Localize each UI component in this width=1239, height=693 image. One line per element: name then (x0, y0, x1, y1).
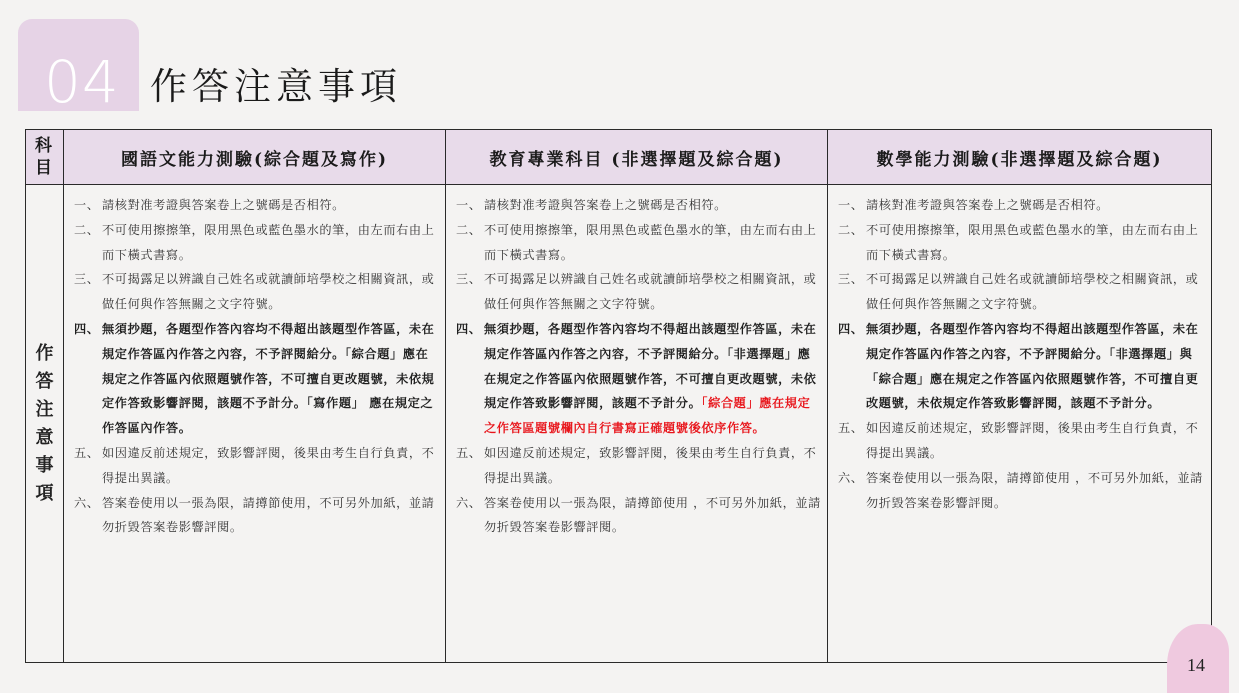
item-text: 如因違反前述規定，致影響評閱，後果由考生自行負責，不得提出異議。 (866, 421, 1199, 460)
list-item (74, 193, 439, 218)
column-chinese (64, 185, 446, 663)
item-text: 請核對准考證與答案卷上之號碼是否相符。 (866, 198, 1109, 212)
column-header-education: 教育專業科目 (非選擇題及綜合題) (446, 130, 828, 185)
side-label-char: 意 (35, 426, 54, 448)
list-item (74, 441, 439, 491)
list-item (838, 416, 1205, 466)
item-text: 無須抄題，各題型作答內容均不得超出該題型作答區，未在規定作答區內作答之內容，不予評閱給分。「綜合題」應在規定之作答區內依照題號作答，不可擅自更改題號，未依規定作答致影響評閱，該題不予計分。「寫作題」 應在規定之作答區內作答。 (102, 321, 435, 436)
item-number: 三、 (838, 272, 864, 287)
item-text: 不可使用擦擦筆，限用黑色或藍色墨水的筆，由左而右由上而下橫式書寫。 (102, 222, 435, 262)
item-number: 一、 (838, 198, 864, 212)
side-label-char: 注 (35, 398, 54, 420)
item-number: 五、 (456, 445, 482, 460)
item-text: 如因違反前述規定，致影響評閱，後果由考生自行負責，不得提出異議。 (484, 445, 817, 485)
item-number: 一、 (74, 198, 100, 212)
side-label-char: 事 (35, 454, 54, 476)
list-item (456, 441, 821, 491)
item-text: 不可揭露足以辨識自己姓名或就讀師培學校之相關資訊，或做任何與作答無關之文字符號。 (484, 272, 817, 312)
item-text: 請核對准考證與答案卷上之號碼是否相符。 (102, 198, 345, 212)
subject-corner-header (26, 130, 64, 185)
item-text: 請核對准考證與答案卷上之號碼是否相符。 (484, 198, 727, 212)
item-number: 二、 (838, 222, 864, 237)
section-number: 04 (44, 48, 120, 116)
item-text: 答案卷使用以一張為限，請撙節使用，不可另外加紙，並請勿折毀答案卷影響評閱。 (102, 495, 435, 535)
side-label-char: 答 (35, 370, 54, 392)
item-number: 六、 (74, 495, 100, 510)
list-item (456, 317, 821, 441)
list-item (74, 491, 439, 541)
item-number: 二、 (456, 222, 482, 237)
item-number: 三、 (456, 272, 482, 287)
item-number: 四、 (74, 321, 100, 336)
item-red-warning: 「綜合題」應在規定之作答區題號欄內自行書寫正確題號後依序作答。 (484, 396, 811, 436)
item-text: 不可使用擦擦筆，限用黑色或藍色墨水的筆，由左而右由上而下橫式書寫。 (866, 222, 1199, 262)
list-item (456, 267, 821, 317)
item-text: 如因違反前述規定，致影響評閱，後果由考生自行負責，不得提出異議。 (102, 445, 435, 485)
list-item (838, 267, 1205, 317)
side-label-char: 作 (35, 342, 54, 364)
list-item (838, 193, 1205, 218)
item-number: 三、 (74, 272, 100, 287)
item-text: 不可揭露足以辨識自己姓名或就讀師培學校之相關資訊，或做任何與作答無關之文字符號。 (866, 272, 1199, 312)
item-text: 答案卷使用以一張為限，請撙節使用 ，不可另外加紙，並請勿折毀答案卷影響評閱。 (866, 470, 1203, 510)
side-label (26, 185, 64, 663)
list-item (456, 193, 821, 218)
column-math (828, 185, 1212, 663)
item-text: 不可使用擦擦筆，限用黑色或藍色墨水的筆，由左而右由上而下橫式書寫。 (484, 222, 817, 262)
side-label-char: 項 (35, 482, 54, 504)
list-item (456, 218, 821, 268)
item-text: 不可揭露足以辨識自己姓名或就讀師培學校之相關資訊，或做任何與作答無關之文字符號。 (102, 272, 435, 312)
table-body-row (26, 185, 1212, 663)
item-number: 二、 (74, 222, 100, 237)
list-item (838, 218, 1205, 268)
item-text (484, 317, 821, 441)
item-number: 一、 (456, 198, 482, 212)
list-item (74, 317, 439, 441)
item-number: 五、 (74, 445, 100, 460)
item-bold-text: 無須抄題，各題型作答內容均不得超出該題型作答區，未在規定作答區內作答之內容，不予評閱給分。「非選擇題」應在規定之作答區內依照題號作答，不可擅自更改題號，未依規定作答致影響評閱，該題不予計分。 (484, 321, 817, 411)
column-header-chinese: 國語文能力測驗(綜合題及寫作) (64, 130, 446, 185)
item-number: 六、 (456, 495, 482, 510)
item-text: 無須抄題，各題型作答內容均不得超出該題型作答區，未在規定作答區內作答之內容，不予評閱給分。「非選擇題」與「綜合題」應在規定之作答區內依照題號作答，不可擅自更改題號，未依規定作答致影響評閱，該題不予計分。 (866, 321, 1199, 411)
item-number: 五、 (838, 421, 864, 436)
list-item (456, 491, 821, 541)
column-education (446, 185, 828, 663)
list-item (838, 317, 1205, 416)
exam-notes-table (25, 129, 1212, 663)
table-header-row (26, 130, 1212, 185)
column-header-math: 數學能力測驗(非選擇題及綜合題) (828, 130, 1212, 185)
item-number: 四、 (838, 321, 864, 336)
corner-header-char: 科 (35, 136, 54, 156)
item-number: 六、 (838, 470, 864, 485)
corner-header-char: 目 (35, 158, 54, 178)
page-number: 14 (1187, 655, 1205, 675)
list-item (74, 218, 439, 268)
page-title: 作答注意事項 (150, 65, 402, 108)
list-item (838, 466, 1205, 516)
list-item (74, 267, 439, 317)
item-number: 四、 (456, 321, 482, 336)
item-text: 答案卷使用以一張為限，請撙節使用 ，不可另外加紙，並請勿折毀答案卷影響評閱。 (484, 495, 821, 535)
